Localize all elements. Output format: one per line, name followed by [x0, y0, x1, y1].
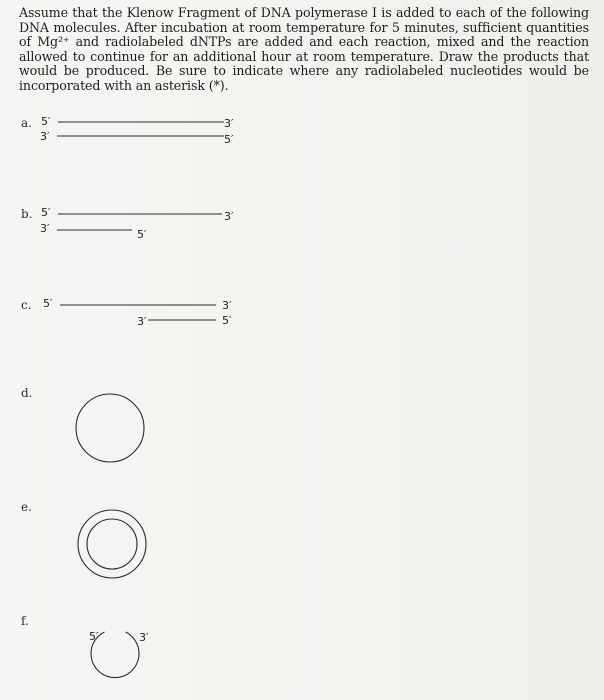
item-b-top-left-end: 5′ [41, 206, 51, 219]
item-b-bottom-strand-end: 5′ [137, 228, 147, 241]
item-c-bottom-right-end: 5′ [222, 314, 232, 327]
instructions-paragraph: Assume that the Klenow Fragment of DNA polymerase I is added to each of the following DNA molecules. After incubation at room temperature for 5 minutes, sufficient quantities of Mg²⁺ and radiolabeled dNTPs are added and each reaction, mixed and the reaction allowed to continue for an additional hour at room temperature. Draw the products that would be produced. Be sure to indicate where any radiolabeled nucleotides would be incorporated with an asterisk (*). [19, 5, 589, 93]
item-a-label: a. [21, 116, 32, 130]
item-b-label: b. [21, 207, 33, 221]
item-b-bottom-left-end: 3′ [40, 222, 50, 235]
item-c-bottom-strand-start: 3′ [137, 315, 147, 328]
item-a-top-left-end: 5′ [41, 115, 51, 128]
item-b-top-right-end: 3′ [224, 210, 234, 223]
item-f-three-prime-end: 3′ [139, 631, 149, 644]
item-f-five-prime-end: 5′ [89, 630, 99, 643]
item-c-top-left-end: 5′ [43, 297, 53, 310]
item-e-label: e. [21, 500, 32, 514]
item-d-label: d. [21, 386, 33, 400]
item-c-label: c. [21, 298, 32, 312]
item-c-top-right-end: 3′ [222, 299, 232, 312]
item-a-bottom-right-end: 5′ [224, 133, 234, 146]
item-f-label: f. [21, 614, 29, 628]
item-f-nicked-circle [91, 632, 139, 678]
item-e-outer-circle [78, 510, 146, 578]
item-a-bottom-left-end: 3′ [40, 130, 50, 143]
item-d-circle [76, 394, 144, 462]
item-a-top-right-end: 3′ [224, 117, 234, 130]
item-e-inner-circle [87, 519, 137, 569]
